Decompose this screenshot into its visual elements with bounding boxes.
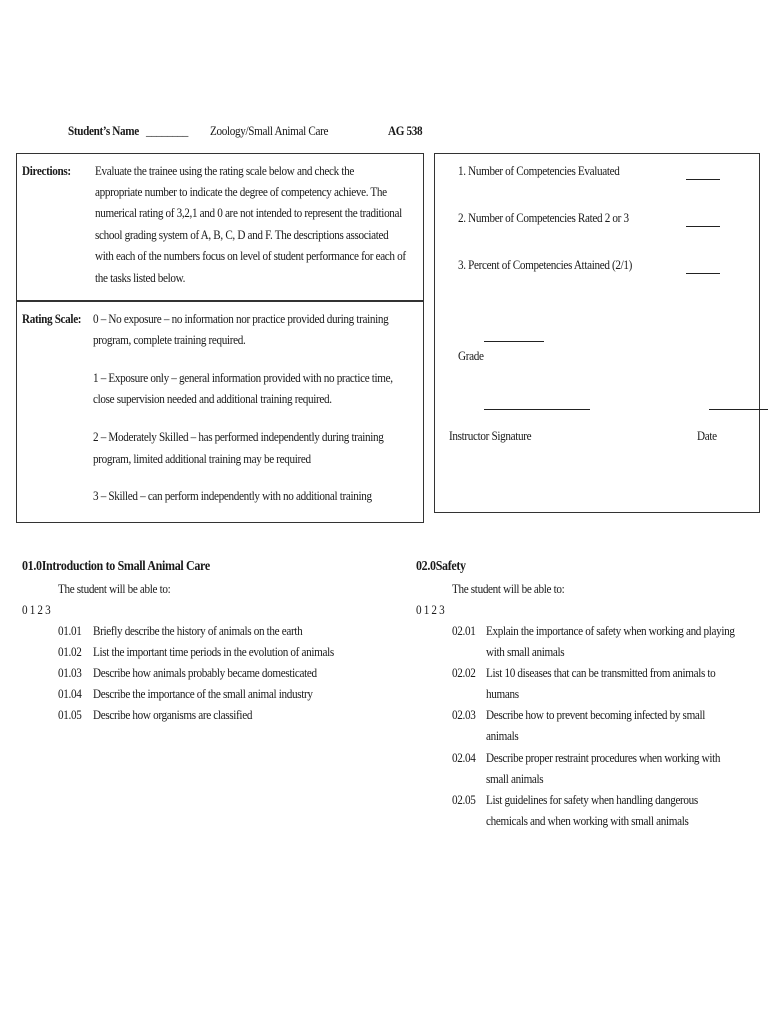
rating-scale-0-cont: program, complete training required. xyxy=(93,332,246,347)
task-text-cont: humans xyxy=(486,686,519,701)
rating-scale-1-cont: close supervision needed and additional training required. xyxy=(93,391,332,406)
instructor-signature-line[interactable] xyxy=(484,409,590,410)
task-text: Describe how to prevent becoming infected by small xyxy=(486,707,706,722)
task-text: Describe the importance of the small animal industry xyxy=(93,686,313,701)
date-line[interactable] xyxy=(709,409,768,410)
task-text: List the important time periods in the evolution of animals xyxy=(93,644,334,659)
summary-box xyxy=(434,153,760,513)
section-title-02: 02.0Safety xyxy=(416,559,466,574)
directions-line: school grading system of A, B, C, D and F. The descriptions associated xyxy=(95,227,389,242)
task-text: Describe proper restraint procedures when working with xyxy=(486,750,721,765)
task-code: 02.02 xyxy=(452,665,476,680)
summary-item-percent: 3. Percent of Competencies Attained (2/1) xyxy=(458,257,633,272)
task-text-cont: with small animals xyxy=(486,644,565,659)
summary-blank-percent[interactable] xyxy=(686,273,720,274)
date-label: Date xyxy=(697,428,717,443)
rating-scale-3: 3 – Skilled – can perform independently with no additional training xyxy=(93,488,372,503)
rating-scale-label: Rating Scale: xyxy=(22,311,82,326)
task-code: 02.03 xyxy=(452,707,476,722)
section-scale-02: 0 1 2 3 xyxy=(416,602,445,617)
task-text: List 10 diseases that can be transmitted from animals to xyxy=(486,665,716,680)
course-title: Zoology/Small Animal Care xyxy=(210,123,329,138)
student-name-label: Student’s Name xyxy=(68,123,139,138)
directions-line: with each of the numbers focus on level of student performance for each of xyxy=(95,248,406,263)
summary-blank-evaluated[interactable] xyxy=(686,179,720,180)
course-code: AG 538 xyxy=(388,123,423,138)
section-intro-02: The student will be able to: xyxy=(452,581,565,596)
summary-item-evaluated: 1. Number of Competencies Evaluated xyxy=(458,163,620,178)
task-text: Describe how animals probably became domesticated xyxy=(93,665,317,680)
section-scale-01: 0 1 2 3 xyxy=(22,602,51,617)
task-text: Describe how organisms are classified xyxy=(93,707,253,722)
rating-scale-2: 2 – Moderately Skilled – has performed independently during training xyxy=(93,429,384,444)
grade-label: Grade xyxy=(458,348,484,363)
task-text-cont: small animals xyxy=(486,771,544,786)
grade-line[interactable] xyxy=(484,341,544,342)
directions-line: numerical rating of 3,2,1 and 0 are not intended to represent the traditional xyxy=(95,205,402,220)
task-text: Briefly describe the history of animals on the earth xyxy=(93,623,303,638)
task-code: 02.01 xyxy=(452,623,476,638)
directions-line: appropriate number to indicate the degree of competency achieve. The xyxy=(95,184,387,199)
task-text: List guidelines for safety when handling dangerous xyxy=(486,792,698,807)
task-code: 02.04 xyxy=(452,750,476,765)
task-text-cont: animals xyxy=(486,728,519,743)
directions-line: Evaluate the trainee using the rating scale below and check the xyxy=(95,163,354,178)
task-text-cont: chemicals and when working with small animals xyxy=(486,813,689,828)
summary-item-rated: 2. Number of Competencies Rated 2 or 3 xyxy=(458,210,629,225)
directions-line: the tasks listed below. xyxy=(95,270,186,285)
summary-blank-rated[interactable] xyxy=(686,226,720,227)
section-intro-01: The student will be able to: xyxy=(58,581,171,596)
section-title-01: 01.0Introduction to Small Animal Care xyxy=(22,559,210,574)
directions-label: Directions: xyxy=(22,163,71,178)
task-code: 01.05 xyxy=(58,707,82,722)
rating-scale-2-cont: program, limited additional training may be required xyxy=(93,451,311,466)
task-code: 01.04 xyxy=(58,686,82,701)
rating-scale-1: 1 – Exposure only – general information provided with no practice time, xyxy=(93,370,393,385)
task-text: Explain the importance of safety when working and playing xyxy=(486,623,735,638)
instructor-signature-label: Instructor Signature xyxy=(449,428,532,443)
task-code: 01.03 xyxy=(58,665,82,680)
task-code: 01.01 xyxy=(58,623,82,638)
rating-scale-0: 0 – No exposure – no information nor practice provided during training xyxy=(93,311,389,326)
student-name-blank[interactable]: ________ xyxy=(146,123,188,138)
task-code: 01.02 xyxy=(58,644,82,659)
task-code: 02.05 xyxy=(452,792,476,807)
